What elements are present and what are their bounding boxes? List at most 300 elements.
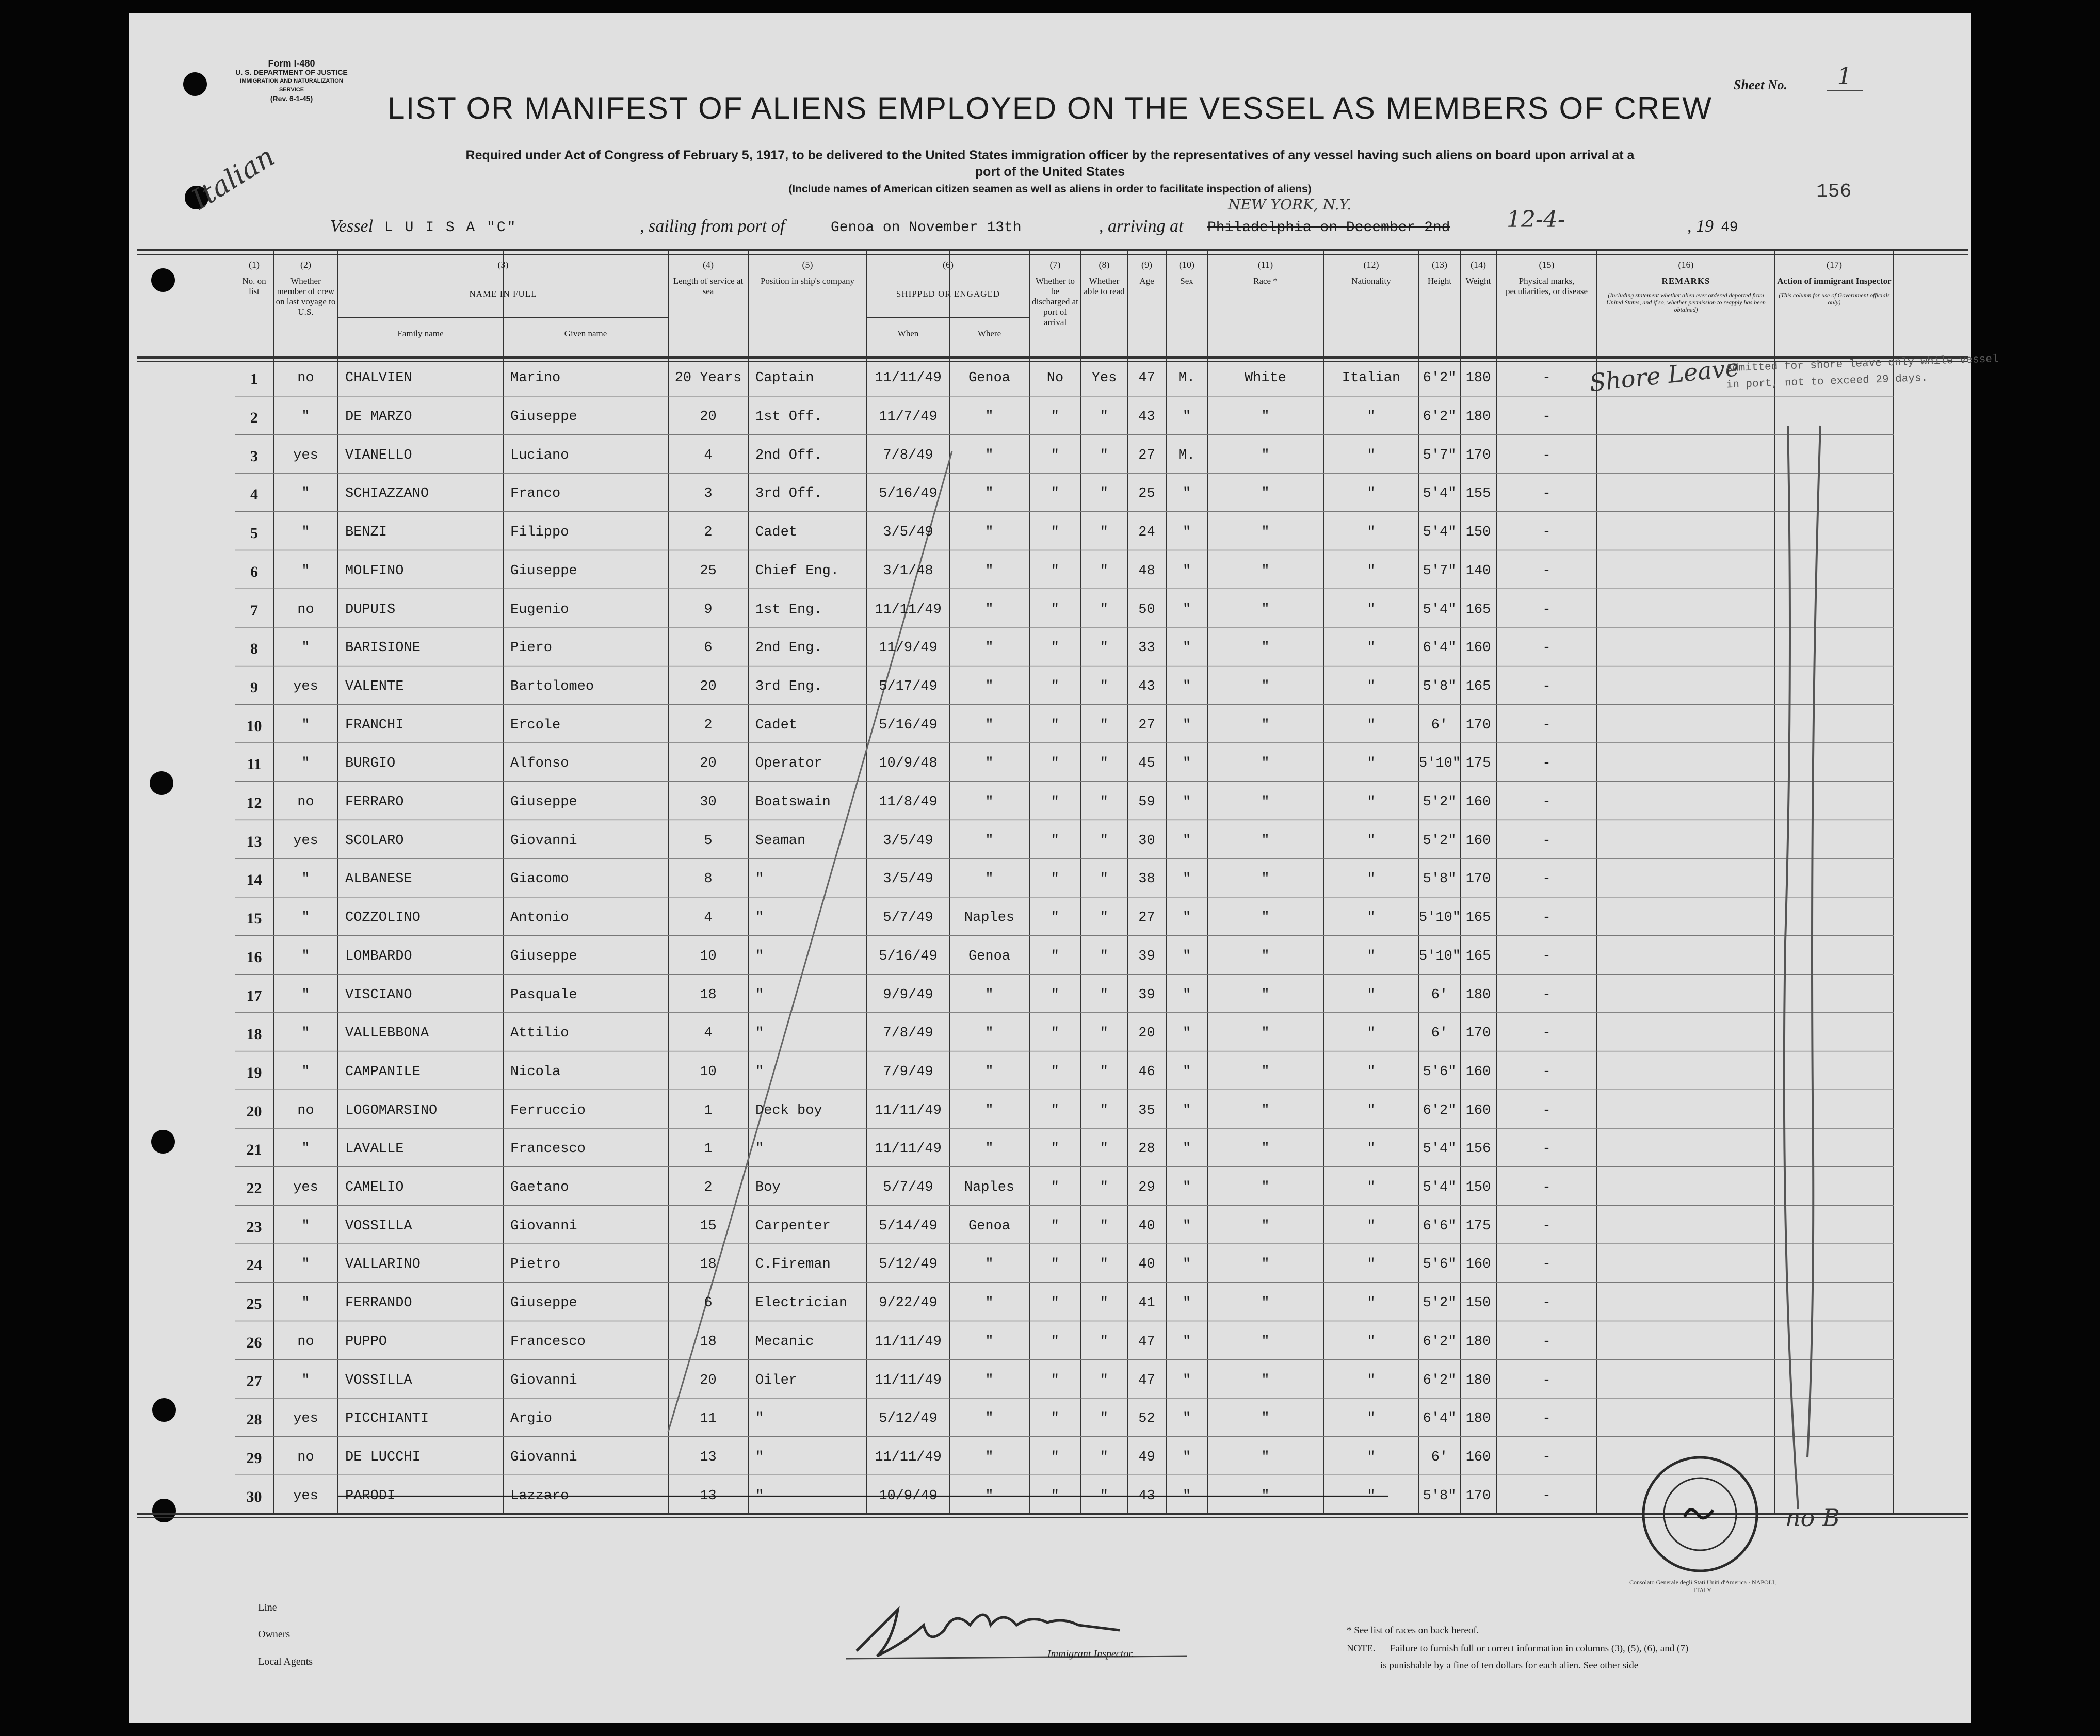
required-line-3: (Include names of American citizen seamen as well as aliens in order to facilitate inspection of aliens): [788, 183, 1312, 195]
table-cell: 39: [1138, 948, 1155, 964]
table-cell: 6'4": [1423, 640, 1457, 656]
sheet-number-label: Sheet No.: [1734, 77, 1787, 92]
table-cell: ": [1261, 447, 1270, 463]
table-cell: ": [1100, 1488, 1109, 1504]
table-cell: 5'8": [1423, 678, 1457, 694]
inspector-signature: [836, 1594, 1207, 1666]
table-cell: 11/7/49: [879, 409, 938, 425]
table-cell: 10: [700, 1064, 717, 1080]
table-cell: 19: [246, 1064, 262, 1081]
column-number-13: (13): [1432, 259, 1447, 270]
table-cell: yes: [293, 1488, 318, 1504]
table-cell: 4: [704, 910, 713, 926]
table-cell: ": [301, 987, 310, 1003]
table-cell: 5'2": [1423, 1295, 1457, 1311]
table-cell: ": [985, 1141, 994, 1157]
footer-line-label: Line: [258, 1602, 277, 1613]
table-cell: 5/16/49: [879, 948, 938, 964]
table-cell: VALLARINO: [345, 1257, 421, 1273]
table-cell: 2: [250, 409, 258, 427]
table-cell: Pietro: [510, 1257, 561, 1273]
table-cell: 1st Off.: [755, 409, 822, 425]
table-cell: 24: [246, 1257, 262, 1274]
table-cell: ": [1100, 678, 1109, 694]
table-cell: 10/9/49: [879, 1488, 938, 1504]
table-cell: MOLFINO: [345, 563, 404, 579]
table-cell: Ercole: [510, 717, 561, 733]
table-cell: 175: [1465, 1218, 1491, 1234]
table-cell: ": [1367, 756, 1376, 772]
table-cell: 3: [250, 447, 258, 465]
table-cell: 18: [700, 1257, 717, 1273]
table-cell: 5'4": [1423, 602, 1457, 618]
table-cell: ": [1182, 409, 1191, 425]
table-cell: Luciano: [510, 447, 569, 463]
table-cell: ": [1261, 486, 1270, 502]
table-cell: ": [985, 486, 994, 502]
table-cell: -: [1542, 1372, 1551, 1388]
table-cell: -: [1542, 602, 1551, 618]
table-cell: 10: [246, 717, 262, 735]
table-cell: -: [1542, 525, 1551, 541]
table-cell: -: [1542, 563, 1551, 579]
table-cell: 6'2": [1423, 409, 1457, 425]
table-cell: 6'2": [1423, 370, 1457, 386]
table-cell: ": [301, 871, 310, 887]
table-cell: 43: [1138, 1488, 1155, 1504]
table-cell: ": [1100, 1141, 1109, 1157]
table-cell: Boatswain: [755, 794, 831, 810]
table-cell: 5'7": [1423, 563, 1457, 579]
table-cell: ": [1261, 871, 1270, 887]
column-number-1: (1): [249, 259, 260, 270]
handwritten-note: Italian: [186, 140, 281, 216]
table-cell: yes: [293, 447, 318, 463]
table-cell: Antonio: [510, 910, 569, 926]
table-cell: 8: [250, 640, 258, 658]
table-cell: 2nd Off.: [755, 447, 822, 463]
table-cell: ": [1261, 910, 1270, 926]
table-cell: ": [1051, 1257, 1060, 1273]
table-cell: FERRARO: [345, 794, 404, 810]
table-cell: ": [985, 1449, 994, 1465]
column-subheader-3-sub1: Family name: [397, 329, 444, 338]
table-cell: ": [985, 1064, 994, 1080]
table-cell: 6: [704, 1295, 713, 1311]
column-subheader-16: (Including statement whether alien ever ordered deported from United States, and if so, whether permission to reapply has been obtained): [1606, 291, 1766, 313]
table-cell: LAVALLE: [345, 1141, 404, 1157]
table-cell: 160: [1465, 1449, 1491, 1465]
table-cell: 6'6": [1423, 1218, 1457, 1234]
table-cell: 25: [246, 1295, 262, 1313]
table-cell: 20: [246, 1102, 262, 1120]
table-cell: 22: [246, 1180, 262, 1197]
inspector-label: Immigrant Inspector.: [1047, 1648, 1134, 1660]
table-cell: ": [1051, 640, 1060, 656]
table-cell: ": [1367, 794, 1376, 810]
table-cell: ": [301, 717, 310, 733]
table-cell: 39: [1138, 987, 1155, 1003]
table-cell: PICCHIANTI: [345, 1411, 429, 1427]
table-cell: 41: [1138, 1295, 1155, 1311]
table-cell: 5/7/49: [883, 910, 933, 926]
table-cell: 180: [1465, 1334, 1491, 1350]
table-cell: Electrician: [755, 1295, 848, 1311]
table-cell: FERRANDO: [345, 1295, 412, 1311]
table-cell: ": [1051, 1411, 1060, 1427]
consulate-seal-text: Consolato Generale degli Stati Uniti d'America · NAPOLI, ITALY: [1629, 1579, 1776, 1594]
column-header-6: SHIPPED OR ENGAGED: [896, 289, 1000, 299]
table-cell: 11/8/49: [879, 794, 938, 810]
table-cell: 20: [700, 409, 717, 425]
table-cell: ": [1100, 563, 1109, 579]
table-cell: 24: [1138, 525, 1155, 541]
table-cell: ": [1051, 486, 1060, 502]
table-cell: ": [1367, 1334, 1376, 1350]
table-cell: 5: [704, 833, 713, 849]
table-cell: 16: [246, 948, 262, 966]
table-cell: Cadet: [755, 717, 798, 733]
table-cell: 47: [1138, 370, 1155, 386]
stamp-number: 156: [1816, 181, 1852, 203]
table-cell: ": [301, 1141, 310, 1157]
table-cell: 8: [704, 871, 713, 887]
table-cell: ": [301, 948, 310, 964]
table-cell: ": [755, 1449, 764, 1465]
table-cell: Nicola: [510, 1064, 561, 1080]
table-cell: 30: [246, 1488, 262, 1505]
table-cell: 7/8/49: [883, 1026, 933, 1042]
table-cell: 180: [1465, 409, 1491, 425]
column-number-14: (14): [1471, 259, 1486, 270]
table-cell: ": [1367, 948, 1376, 964]
table-cell: ": [1367, 1488, 1376, 1504]
table-cell: 17: [246, 987, 262, 1004]
column-header-14: Weight: [1465, 276, 1491, 286]
table-cell: ": [1100, 948, 1109, 964]
table-cell: 28: [1138, 1141, 1155, 1157]
table-cell: 5/17/49: [879, 678, 938, 694]
table-cell: ": [1100, 525, 1109, 541]
table-cell: Yes: [1091, 370, 1117, 386]
table-cell: 160: [1465, 833, 1491, 849]
table-cell: LOMBARDO: [345, 948, 412, 964]
table-cell: ": [1261, 833, 1270, 849]
table-cell: DUPUIS: [345, 602, 396, 618]
column-number-2: (2): [300, 259, 311, 270]
table-cell: Pasquale: [510, 987, 577, 1003]
table-cell: 3rd Eng.: [755, 678, 822, 694]
table-cell: ": [985, 525, 994, 541]
column-header-12: Nationality: [1351, 276, 1391, 286]
table-cell: ": [1367, 717, 1376, 733]
table-cell: 23: [246, 1218, 262, 1236]
table-cell: 9/9/49: [883, 987, 933, 1003]
table-cell: ": [1367, 1411, 1376, 1427]
footer-note-3: is punishable by a fine of ten dollars for each alien. See other side: [1380, 1660, 1639, 1671]
table-cell: -: [1542, 1180, 1551, 1196]
table-cell: Eugenio: [510, 602, 569, 618]
table-cell: Giuseppe: [510, 409, 577, 425]
pencil-stroke: [1807, 426, 1820, 1457]
table-cell: ": [1367, 409, 1376, 425]
table-cell: ": [1367, 987, 1376, 1003]
table-cell: Captain: [755, 370, 814, 386]
table-cell: 2: [704, 525, 713, 541]
table-cell: ": [1261, 1372, 1270, 1388]
table-cell: ": [1051, 717, 1060, 733]
table-cell: 29: [246, 1449, 262, 1467]
table-cell: 5'4": [1423, 486, 1457, 502]
table-cell: ": [985, 1257, 994, 1273]
table-cell: Genoa: [968, 370, 1010, 386]
table-cell: 35: [1138, 1102, 1155, 1118]
column-number-6: (6): [943, 259, 954, 270]
table-cell: 5'7": [1423, 447, 1457, 463]
table-cell: 5'10": [1419, 756, 1461, 772]
table-cell: ": [755, 1064, 764, 1080]
table-cell: ": [1100, 1449, 1109, 1465]
table-cell: 5/16/49: [879, 486, 938, 502]
table-cell: Lazzaro: [510, 1488, 569, 1504]
table-cell: Operator: [755, 756, 822, 772]
table-cell: ": [1182, 525, 1191, 541]
table-cell: 175: [1465, 756, 1491, 772]
table-cell: ": [1261, 1218, 1270, 1234]
table-cell: Genoa: [968, 1218, 1010, 1234]
table-cell: 3/1/48: [883, 563, 933, 579]
table-cell: Deck boy: [755, 1102, 822, 1118]
table-cell: 27: [1138, 717, 1155, 733]
table-cell: ": [301, 1218, 310, 1234]
table-cell: 43: [1138, 678, 1155, 694]
column-number-7: (7): [1049, 259, 1061, 270]
sailing-label: , sailing from port of: [640, 217, 785, 236]
table-cell: 9/22/49: [879, 1295, 938, 1311]
table-cell: 6: [704, 640, 713, 656]
table-cell: yes: [293, 1411, 318, 1427]
arriving-value: Philadelphia on December 2nd: [1207, 220, 1450, 236]
table-cell: ": [1367, 1372, 1376, 1388]
table-cell: 7/8/49: [883, 447, 933, 463]
table-cell: ": [1261, 756, 1270, 772]
table-cell: no: [297, 602, 314, 618]
table-cell: 5/12/49: [879, 1411, 938, 1427]
table-cell: ": [1367, 910, 1376, 926]
table-cell: ": [301, 1372, 310, 1388]
year-label: , 19: [1687, 217, 1714, 236]
footer-agents-label: Local Agents: [258, 1656, 313, 1667]
column-header-2: Whether member of crew on last voyage to U.S.: [276, 276, 336, 317]
table-cell: ": [985, 871, 994, 887]
table-cell: 165: [1465, 948, 1491, 964]
table-cell: ": [755, 1488, 764, 1504]
table-cell: -: [1542, 948, 1551, 964]
table-cell: ": [1367, 602, 1376, 618]
table-cell: ": [1367, 1295, 1376, 1311]
table-cell: ": [1051, 1026, 1060, 1042]
table-cell: ": [1051, 1102, 1060, 1118]
table-cell: ": [1100, 871, 1109, 887]
table-cell: ": [985, 1026, 994, 1042]
table-cell: BURGIO: [345, 756, 396, 772]
table-cell: 140: [1465, 563, 1491, 579]
table-cell: 6': [1431, 1449, 1448, 1465]
table-cell: VALENTE: [345, 678, 404, 694]
column-subheader-17: (This column for use of Government officials only): [1779, 291, 1890, 306]
table-cell: VOSSILLA: [345, 1218, 412, 1234]
table-cell: ": [985, 640, 994, 656]
table-cell: 11/11/49: [875, 1141, 942, 1157]
table-cell: ": [1051, 1180, 1060, 1196]
pencil-stroke: [1784, 426, 1798, 1509]
table-cell: 3/5/49: [883, 871, 933, 887]
table-cell: ": [1182, 1411, 1191, 1427]
table-cell: 5'2": [1423, 794, 1457, 810]
table-cell: 5'6": [1423, 1257, 1457, 1273]
table-cell: ": [1051, 794, 1060, 810]
table-cell: 33: [1138, 640, 1155, 656]
table-cell: ": [1100, 486, 1109, 502]
table-cell: ": [1182, 910, 1191, 926]
table-cell: 6'4": [1423, 1411, 1457, 1427]
table-cell: ": [755, 1026, 764, 1042]
table-cell: VALLEBBONA: [345, 1026, 429, 1042]
remarks-typed: Admitted for shore leave only while vessel in port, not to exceed 29 days.: [1725, 353, 1999, 392]
column-number-16: (16): [1678, 259, 1694, 270]
table-cell: CAMELIO: [345, 1180, 404, 1196]
year-value: 49: [1721, 220, 1738, 236]
table-cell: no: [297, 1334, 314, 1350]
table-cell: Franco: [510, 486, 561, 502]
table-cell: VIANELLO: [345, 447, 412, 463]
table-cell: 13: [700, 1488, 717, 1504]
table-cell: 11: [700, 1411, 717, 1427]
table-cell: 3/5/49: [883, 525, 933, 541]
table-cell: 48: [1138, 563, 1155, 579]
table-cell: ALBANESE: [345, 871, 412, 887]
column-header-16: REMARKS: [1661, 276, 1710, 286]
table-cell: ": [1261, 602, 1270, 618]
table-cell: ": [1051, 525, 1060, 541]
table-cell: 20: [700, 678, 717, 694]
table-cell: -: [1542, 987, 1551, 1003]
required-line-1: Required under Act of Congress of February 5, 1917, to be delivered to the United States immigration officer by the representatives of any vessel having such aliens on board upon arrival at a: [465, 148, 1635, 163]
table-cell: 170: [1465, 717, 1491, 733]
table-cell: ": [1261, 1180, 1270, 1196]
table-cell: 25: [1138, 486, 1155, 502]
table-cell: ": [1182, 871, 1191, 887]
table-cell: 26: [246, 1334, 262, 1351]
table-cell: ": [1182, 1372, 1191, 1388]
column-header-8: Whether able to read: [1084, 276, 1125, 296]
table-cell: ": [755, 1141, 764, 1157]
table-cell: ": [1051, 447, 1060, 463]
table-cell: ": [1051, 1334, 1060, 1350]
table-cell: ": [1100, 1295, 1109, 1311]
table-cell: Ferruccio: [510, 1102, 586, 1118]
table-cell: 156: [1465, 1141, 1491, 1157]
table-cell: ": [1182, 1488, 1191, 1504]
table-cell: ": [1100, 1218, 1109, 1234]
vessel-name: L U I S A "C": [384, 220, 518, 236]
table-cell: ": [1051, 678, 1060, 694]
table-cell: ": [1261, 1102, 1270, 1118]
footer-note-1: * See list of races on back hereof.: [1347, 1625, 1479, 1636]
table-cell: ": [1182, 1449, 1191, 1465]
table-cell: Cadet: [755, 525, 798, 541]
table-cell: 170: [1465, 447, 1491, 463]
table-cell: ": [1261, 1064, 1270, 1080]
table-cell: ": [301, 409, 310, 425]
table-cell: ": [985, 563, 994, 579]
table-cell: Alfonso: [510, 756, 569, 772]
sheet-number-value: 1: [1827, 62, 1863, 91]
table-cell: 5'10": [1419, 910, 1461, 926]
column-header-4: Length of service at sea: [673, 276, 744, 296]
remarks-handwritten: Shore Leave: [1588, 353, 1741, 397]
table-cell: ": [985, 833, 994, 849]
table-cell: 5'4": [1423, 1180, 1457, 1196]
table-cell: ": [755, 987, 764, 1003]
table-cell: No: [1046, 370, 1064, 386]
table-cell: M.: [1178, 370, 1196, 386]
table-cell: Italian: [1342, 370, 1401, 386]
table-cell: ": [1261, 987, 1270, 1003]
table-cell: ": [1182, 987, 1191, 1003]
table-cell: ": [1100, 756, 1109, 772]
consulate-seal: [1636, 1450, 1765, 1579]
table-cell: Naples: [964, 1180, 1015, 1196]
table-cell: ": [755, 871, 764, 887]
table-cell: 5/16/49: [879, 717, 938, 733]
table-cell: 10/9/48: [879, 756, 938, 772]
table-cell: -: [1542, 1102, 1551, 1118]
table-cell: 1: [250, 370, 258, 388]
table-cell: ": [301, 1026, 310, 1042]
table-cell: no: [297, 794, 314, 810]
table-cell: 165: [1465, 678, 1491, 694]
table-cell: 5'6": [1423, 1064, 1457, 1080]
table-cell: ": [985, 1334, 994, 1350]
column-subheader-6-sub1: When: [897, 329, 919, 338]
table-cell: Argio: [510, 1411, 553, 1427]
date-handwritten: 12-4-: [1507, 206, 1565, 233]
table-cell: ": [1051, 563, 1060, 579]
table-cell: Attilio: [510, 1026, 569, 1042]
table-cell: 2: [704, 1180, 713, 1196]
table-cell: 11/11/49: [875, 1372, 942, 1388]
table-cell: ": [1182, 640, 1191, 656]
table-cell: ": [1100, 640, 1109, 656]
table-cell: 5'4": [1423, 525, 1457, 541]
table-cell: no: [297, 1102, 314, 1118]
table-cell: 160: [1465, 640, 1491, 656]
table-cell: 150: [1465, 525, 1491, 541]
table-cell: ": [1051, 948, 1060, 964]
table-cell: no: [297, 1449, 314, 1465]
table-cell: ": [1367, 563, 1376, 579]
table-cell: -: [1542, 447, 1551, 463]
required-line-2: port of the United States: [975, 165, 1125, 179]
table-cell: 13: [246, 833, 262, 850]
page-title: LIST OR MANIFEST OF ALIENS EMPLOYED ON THE VESSEL AS MEMBERS OF CREW: [387, 91, 1713, 125]
table-cell: ": [1182, 1257, 1191, 1273]
table-cell: 170: [1465, 1488, 1491, 1504]
table-cell: -: [1542, 1141, 1551, 1157]
table-cell: ": [1182, 948, 1191, 964]
table-cell: 40: [1138, 1218, 1155, 1234]
